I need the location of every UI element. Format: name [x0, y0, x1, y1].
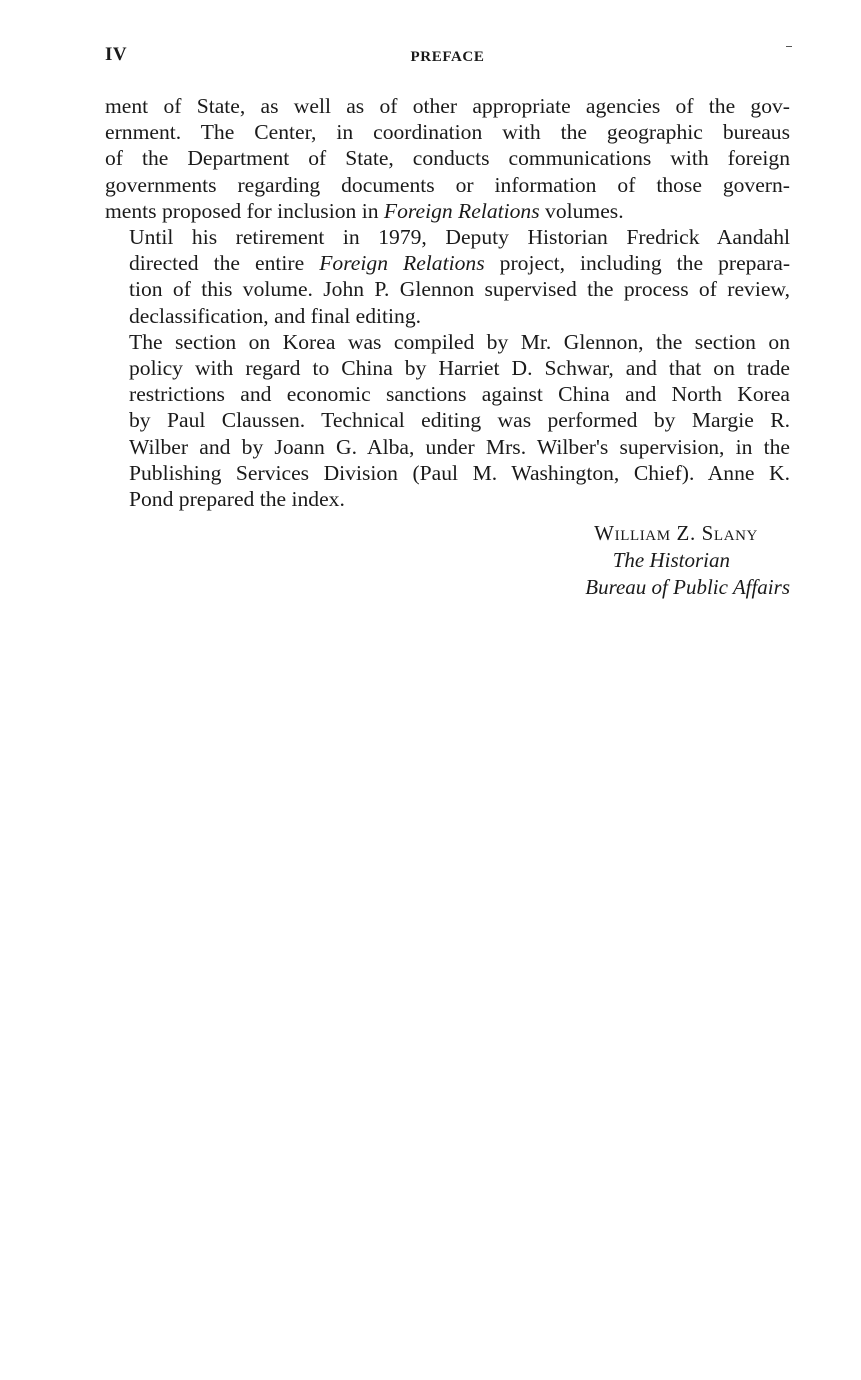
italic-title: Foreign Relations: [383, 198, 540, 223]
text-line: by Paul Claussen. Technical editing was performed by Margie R.: [129, 408, 790, 433]
paragraph-3: [105, 329, 790, 512]
text-line: Wilber and by Joann G. Alba, under Mrs. Wilber's supervision, in the: [129, 434, 790, 459]
running-head: [105, 44, 790, 70]
text-line: declassification, and final editing.: [129, 303, 422, 328]
preface-body: [105, 93, 790, 512]
signatory-name: William Z. Slany: [594, 521, 758, 545]
text-line: Until his retirement in 1979, Deputy Historian Fredrick Aandahl: [129, 225, 790, 250]
signatory-title: The Historian: [612, 548, 730, 572]
text-line: Pond prepared the index.: [129, 487, 345, 512]
italic-title: Foreign Relations: [319, 251, 485, 276]
text-line: restrictions and economic sanctions against China and North Korea: [129, 382, 790, 407]
text-line: The section on Korea was compiled by Mr. Glennon, the section on: [129, 329, 790, 354]
text-line: tion of this volume. John P. Glennon supervised the process of review,: [129, 277, 790, 302]
page-number: IV: [105, 44, 128, 65]
text-line: ernment. The Center, in coordination with the geographic bureaus: [105, 120, 790, 145]
text-line: of the Department of State, conducts communications with foreign: [105, 146, 790, 171]
text-line: governments regarding documents or information of those govern-: [105, 172, 790, 197]
paragraph-2: [105, 224, 790, 329]
text-line: directed the entire Foreign Relations project, including the prepara-: [129, 251, 791, 276]
text-line: Publishing Services Division (Paul M. Washington, Chief). Anne K.: [129, 460, 790, 485]
print-speck: [786, 46, 792, 50]
text-line: ments proposed for inclusion in Foreign Relations volumes.: [105, 198, 624, 223]
text-line: ment of State, as well as of other appropriate agencies of the gov-: [105, 94, 790, 118]
paragraph-1: [105, 93, 790, 224]
running-head-title: PREFACE: [410, 49, 485, 65]
signatory-organization: Bureau of Public Affairs: [585, 575, 790, 599]
text-line: policy with regard to China by Harriet D. Schwar, and that on trade: [129, 356, 790, 381]
